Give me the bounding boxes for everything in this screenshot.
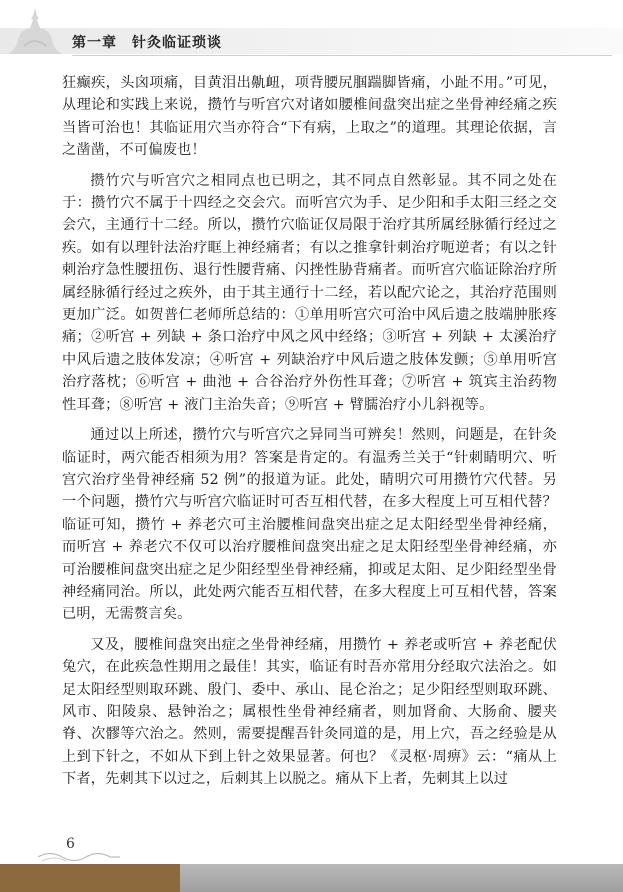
body-text [62,72,557,791]
paragraph-1: 狂癫疾，头囟项痛，目黄泪出鼽衄，项背腰尻腘踹脚皆痛，小趾不用。”可见，从理论和实践上来说，攒竹与听宫穴对诸如腰椎间盘突出症之坐骨神经痛之疾当皆可治也！其临证用穴当亦符合“下有病，上取之”的道理。其理论依据，言之凿凿，不可偏废也！ [62,75,557,159]
paragraph-3: 通过以上所述，攒竹穴与听宫穴之异同当可辨矣！然则，问题是，在针灸临证时，两穴能否相须为用？答案是肯定的。有温秀兰关于“针刺睛明穴、听宫穴治疗坐骨神经痛 52 例”的报道为证。此处，睛明穴可用攒竹穴代替。另一个问题，攒竹穴与听宫穴临证时可否互相代替，在多大程度上可互相代替？临证可知，攒竹 + 养老穴可主治腰椎间盘突出症之足太阳经型坐骨神经痛，而听宫 + 养老穴不仅可以治疗腰椎间盘突出症之足太阳经型坐骨神经痛，亦可治腰椎间盘突出症之足少阳经型坐骨神经痛，抑或足太阳、足少阳经型坐骨神经痛同治。所以，此处两穴能否互相代替，在多大程度上可互相代替，答案已明，无需赘言矣。 [62,427,557,623]
footer-accent-band [0,864,180,892]
paragraph-2: 攒竹穴与听宫穴之相同点也已明之，其不同点自然彰显。其不同之处在于：攒竹穴不属于十四经之交会穴。而听宫穴为手、足少阳和手太阳三经之交会穴，主通行十二经。所以，攒竹穴临证仅局限于治疗其所属经脉循行经过之疾。如有以理针法治疗眶上神经痛者；有以之推拿针刺治疗呃逆者；有以之针刺治疗急性腰扭伤、退行性腰背痛、闪挫性胁背痛者。而听宫穴临证除治疗所属经脉循行经过之疾外，由于其主通行十二经，若以配穴论之，其治疗范围则更加广泛。如贺普仁老师所总结的：①单用听宫穴可治中风后遗之肢端肿胀疼痛；②听宫 + 列缺 + 条口治疗中风之风中经络；③听宫 + 列缺 + 太溪治疗中风后遗之肢体发凉；④听宫 + 列缺治疗中风后遗之肢体发颤；⑤单用听宫治疗落枕；⑥听宫 + 曲池 + 合谷治疗外伤性耳聋；⑦听宫 + 筑宾主治药物性耳聋；⑧听宫 + 液门主治失音；⑨听宫 + 臂臑治疗小儿斜视等。 [62,172,557,413]
page-number: 6 [66,836,75,852]
stupa-ornament-icon [6,6,64,58]
header-divider [72,55,612,56]
chapter-title: 第一章 针灸临证琐谈 [72,35,222,51]
paragraph-4: 又及，腰椎间盘突出症之坐骨神经痛，用攒竹 + 养老或听宫 + 养老配伏兔穴，在此疾急性期用之最佳！其实，临证有时吾亦常用分经取穴法治之。如足太阳经型则取环跳、殷门、委中、承山、昆仑治之；足少阳经型则取环跳、风市、阳陵泉、悬钟治之；属根性坐骨神经痛者，则加肾俞、大肠俞、腰夹脊、次髎等穴治之。然则，需要提醒吾针灸同道的是，用上穴，吾之经验是从上到下针之，不如从下到上针之效果显著。何也？《灵枢·周痹》云：“痛从上下者，先刺其下以过之，后刺其上以脱之。痛从下上者，先刺其上以过 [62,636,557,788]
